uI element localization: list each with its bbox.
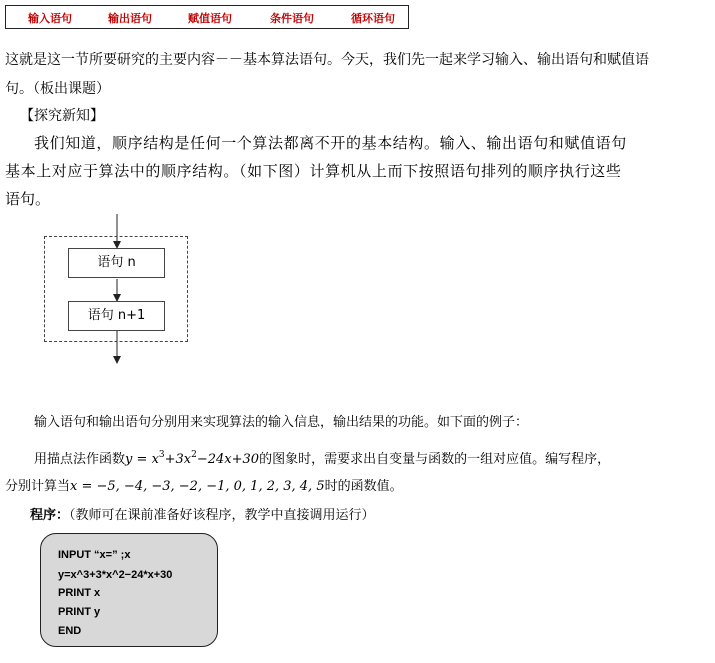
intro-line-2: 句。（板出课题） bbox=[5, 81, 110, 97]
para1-line-1: 我们知道，顺序结构是任何一个算法都离不开的基本结构。输入、输出语句和赋值语句 bbox=[34, 134, 627, 152]
intro-line-1: 这就是这一节所要研究的主要内容－－基本算法语句。今天，我们先一起来学习输入、输出语句和赋值语 bbox=[5, 52, 649, 68]
example-line-1 bbox=[34, 446, 610, 469]
function-formula: $y = x^3+3x^2-24x+30$ bbox=[125, 450, 260, 467]
example-line-1-prefix: 用描点法作函数 bbox=[34, 452, 126, 467]
example-line-2 bbox=[5, 478, 403, 496]
tab-conditional-statement[interactable]: 条件语句 bbox=[270, 12, 314, 25]
example-line-1-suffix: 的图象时，需要求出自变量与函数的一组对应值。编写程序， bbox=[259, 452, 611, 467]
code-line-1: INPUT “x=” ;x bbox=[58, 549, 131, 561]
para1-line-3: 语句。 bbox=[5, 190, 51, 208]
tab-assignment-statement[interactable]: 赋值语句 bbox=[188, 12, 232, 25]
statement-n-box: 语句 n bbox=[68, 248, 165, 278]
program-note: （教师可在课前准备好该程序，教学中直接调用运行） bbox=[69, 508, 375, 523]
statement-n-plus-1-box: 语句 n+1 bbox=[68, 301, 165, 331]
example-line-2-prefix: 分别计算当 bbox=[5, 479, 71, 494]
code-line-4: PRINT y bbox=[58, 606, 101, 618]
x-values-formula: x = −5, −4, −3, −2, −1, 0, 1, 2, 3, 4, 5 bbox=[70, 479, 325, 494]
example-line-2-suffix: 时的函数值。 bbox=[324, 479, 403, 494]
program-label: 程序： bbox=[30, 508, 70, 523]
code-line-5: END bbox=[58, 625, 82, 637]
section-heading: 【探究新知】 bbox=[20, 108, 104, 124]
code-line-2: y=x^3+3*x^2−24*x+30 bbox=[58, 569, 173, 581]
tab-output-statement[interactable]: 输出语句 bbox=[108, 12, 152, 25]
program-code-box bbox=[40, 533, 218, 647]
program-heading bbox=[30, 507, 375, 525]
code-line-3: PRINT x bbox=[58, 587, 101, 599]
tab-loop-statement[interactable]: 循环语句 bbox=[351, 12, 395, 25]
tab-input-statement[interactable]: 输入语句 bbox=[28, 12, 72, 25]
para1-line-2: 基本上对应于算法中的顺序结构。（如下图）计算机从上而下按照语句排列的顺序执行这些 bbox=[5, 162, 622, 180]
io-explanation: 输入语句和输出语句分别用来实现算法的输入信息，输出结果的功能。如下面的例子： bbox=[34, 415, 529, 430]
